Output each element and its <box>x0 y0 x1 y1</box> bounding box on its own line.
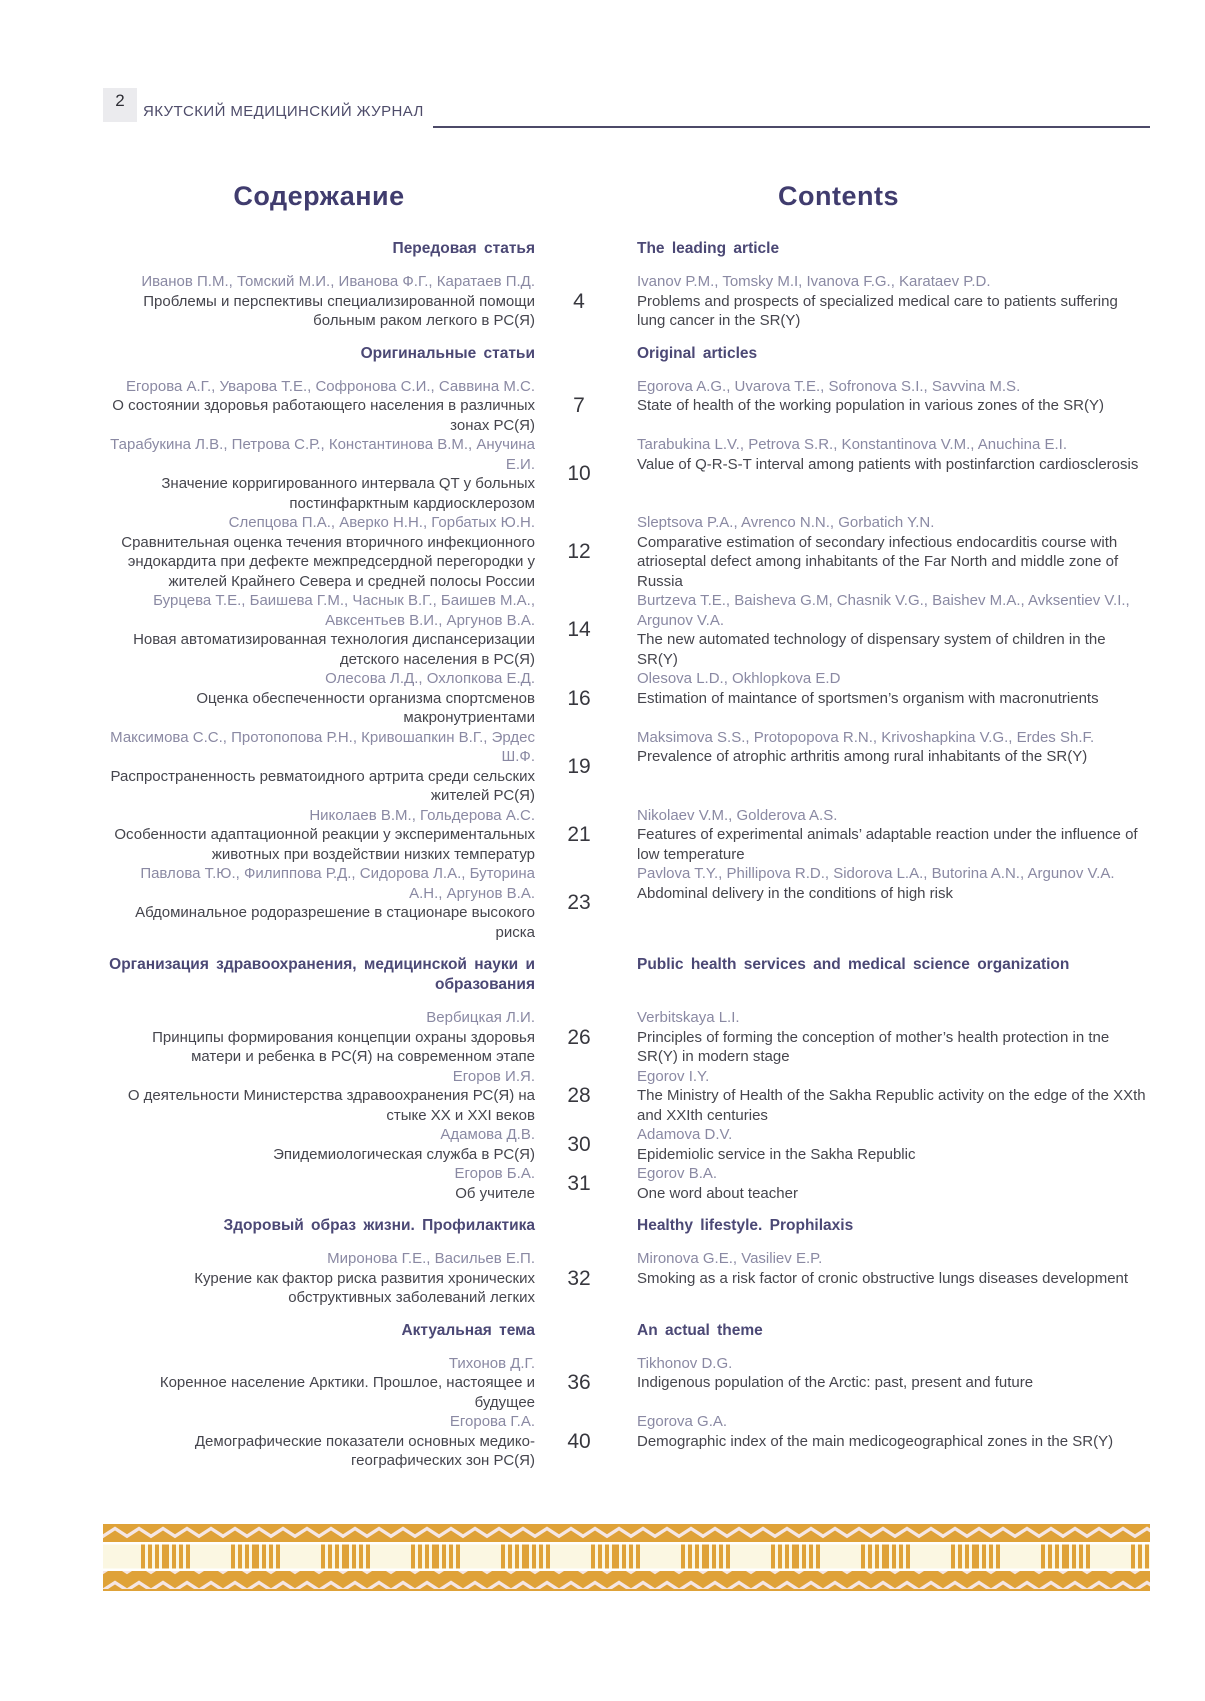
entry-title-en: Epidemiolic service in the Sakha Republic <box>637 1145 916 1163</box>
entry-title-en: Principles of forming the conception of mother’s health protection in tne SR(Y) in modern stage <box>637 1028 1110 1065</box>
entry-english <box>623 864 1150 942</box>
entry-page-number: 30 <box>567 1132 591 1156</box>
entry-authors-ru: Вербицкая Л.И. <box>426 1009 535 1026</box>
entry-title-ru: Абдоминальное родоразрешение в стационаре высокого риска <box>135 904 535 941</box>
entry-page-number: 7 <box>573 394 585 417</box>
entry-page-number: 31 <box>567 1171 591 1195</box>
entry-russian <box>103 728 535 806</box>
section-header-ru: Организация здравоохранения, медицинской науки и образования <box>109 956 535 993</box>
entry-authors-en: Nikolaev V.M., Golderova A.S. <box>637 806 838 824</box>
entry-english <box>623 1412 1150 1471</box>
section-header-row <box>103 1216 1150 1236</box>
section-header-en: An actual theme <box>637 1321 763 1339</box>
entry-page-number: 23 <box>567 891 591 915</box>
entry-page-number: 28 <box>567 1084 591 1107</box>
entry-title-ru: Эпидемиологическая служба в РС(Я) <box>273 1145 535 1163</box>
toc-entry-row <box>103 1164 1150 1203</box>
entry-english <box>623 1067 1150 1126</box>
entry-authors-ru: Тарабукина Л.В., Петрова С.Р., Константинова В.М., Анучина Е.И. <box>110 436 535 473</box>
entry-russian <box>103 1067 535 1126</box>
entry-authors-en: Verbitskaya L.I. <box>637 1009 740 1026</box>
entry-russian <box>103 377 535 436</box>
entry-english <box>623 728 1150 806</box>
toc-headings-row <box>103 181 1150 212</box>
entry-russian <box>103 513 535 591</box>
entry-authors-en: Tikhonov D.G. <box>637 1354 733 1372</box>
entry-title-en: Value of Q-R-S-T interval among patients with postinfarction cardiosclerosis <box>637 455 1139 473</box>
section-header-en: Public health services and medical science organization <box>637 956 1070 973</box>
toc-entry-row <box>103 377 1150 436</box>
toc-entry-row <box>103 1249 1150 1308</box>
entry-title-en: Smoking as a risk factor of cronic obstructive lungs diseases development <box>637 1269 1129 1287</box>
entry-authors-ru: Николаев В.М., Гольдерова А.С. <box>309 806 535 824</box>
entry-russian <box>103 1008 535 1067</box>
entry-title-ru: Принципы формирования концепции охраны здоровья матери и ребенка в РС(Я) на современном этапе <box>152 1028 535 1065</box>
entry-title-en: One word about teacher <box>637 1184 798 1202</box>
entry-russian <box>103 435 535 513</box>
header-rule <box>433 126 1150 128</box>
entry-title-en: Features of experimental animals’ adaptable reaction under the influence of low temperature <box>637 826 1138 863</box>
entry-english <box>623 272 1150 331</box>
entry-title-en: Comparative estimation of secondary infectious endocarditis course with atrioseptal defect among inhabitants of the Far North and middle zone of Russia <box>637 533 1119 590</box>
entry-english <box>623 806 1150 865</box>
entry-authors-ru: Миронова Г.Е., Васильев Е.П. <box>327 1250 535 1267</box>
entry-english <box>623 1249 1150 1308</box>
entry-russian <box>103 591 535 669</box>
toc-entry-row <box>103 669 1150 728</box>
ethnic-ornament-border <box>103 1524 1150 1591</box>
entry-page-number: 4 <box>573 289 585 313</box>
section-header-row <box>103 955 1150 995</box>
entry-title-ru: О состоянии здоровья работающего населения в различных зонах РС(Я) <box>112 397 535 434</box>
entry-authors-ru: Олесова Л.Д., Охлопкова Е.Д. <box>325 670 535 687</box>
entry-authors-ru: Иванов П.М., Томский М.И., Иванова Ф.Г., Каратаев П.Д. <box>141 273 535 290</box>
entry-title-ru: Особенности адаптационной реакции у экспериментальных животных при воздействии низких температур <box>114 826 535 863</box>
page-number-badge: 2 <box>103 88 137 122</box>
section-header-ru: Здоровый образ жизни. Профилактика <box>223 1217 535 1234</box>
entry-title-ru: Об учителе <box>455 1184 535 1202</box>
entry-authors-en: Ivanov P.M., Tomsky M.I, Ivanova F.G., Karataev P.D. <box>637 273 991 290</box>
entry-authors-en: Maksimova S.S., Protopopova R.N., Krivoshapkina V.G., Erdes Sh.F. <box>637 728 1095 746</box>
toc-entry-row <box>103 806 1150 865</box>
entry-title-en: Problems and prospects of specialized medical care to patients suffering lung cancer in the SR(Y) <box>637 292 1118 329</box>
entry-authors-ru: Тихонов Д.Г. <box>448 1354 535 1372</box>
entry-english <box>623 513 1150 591</box>
entry-russian <box>103 806 535 865</box>
entry-english <box>623 1125 1150 1164</box>
entry-authors-en: Sleptsova P.A., Avrenco N.N., Gorbatich Y.N. <box>637 514 935 531</box>
toc-entry-row <box>103 513 1150 591</box>
entry-title-en: Estimation of maintance of sportsmen’s organism with macronutrients <box>637 689 1099 707</box>
toc-entry-row <box>103 435 1150 513</box>
entry-authors-ru: Егоров Б.А. <box>454 1165 535 1182</box>
entry-english <box>623 1354 1150 1413</box>
entry-english <box>623 435 1150 513</box>
entry-page-number: 12 <box>567 540 591 564</box>
entry-english <box>623 1008 1150 1067</box>
section-header-ru: Оригинальные статьи <box>360 344 535 362</box>
entry-title-ru: Проблемы и перспективы специализированной помощи больным раком легкого в РС(Я) <box>143 292 535 329</box>
entry-authors-en: Pavlova T.Y., Phillipova R.D., Sidorova L.A., Butorina A.N., Argunov V.A. <box>637 865 1115 882</box>
toc-entry-row <box>103 728 1150 806</box>
entry-page-number: 14 <box>567 618 591 642</box>
toc-entry-row <box>103 1354 1150 1413</box>
entry-english <box>623 669 1150 728</box>
entry-page-number: 32 <box>567 1266 591 1290</box>
section-header-en: Healthy lifestyle. Prophilaxis <box>637 1217 854 1234</box>
entry-authors-ru: Егоров И.Я. <box>452 1067 535 1085</box>
entry-title-ru: Сравнительная оценка течения вторичного инфекционного эндокардита при дефекте межпредсердной перегородки у жителей Крайнего Севера и средней полосы России <box>121 533 535 590</box>
section-header-en: The leading article <box>637 240 780 257</box>
entry-english <box>623 1164 1150 1203</box>
entry-title-ru: Демографические показатели основных медико-географических зон РС(Я) <box>194 1432 535 1469</box>
entry-title-ru: Значение корригированного интервала QT у больных постинфарктным кардиосклерозом <box>161 475 535 512</box>
entry-page-number: 10 <box>567 462 591 486</box>
entry-page-number: 21 <box>567 823 591 846</box>
entry-authors-en: Tarabukina L.V., Petrova S.R., Konstantinova V.M., Anuchina E.I. <box>637 436 1067 453</box>
entry-page-number: 19 <box>567 754 591 778</box>
toc-entry-row <box>103 864 1150 942</box>
entry-title-en: Abdominal delivery in the conditions of high risk <box>637 884 954 902</box>
entry-authors-en: Adamova D.V. <box>637 1126 733 1143</box>
entry-authors-en: Burtzeva T.E., Baisheva G.M, Chasnik V.G., Baishev M.A., Avksentiev V.I., Argunov V.A. <box>637 592 1130 629</box>
page-header <box>103 88 1150 133</box>
section-header-row <box>103 239 1150 259</box>
entry-page-number: 26 <box>567 1025 591 1049</box>
entry-russian <box>103 1354 535 1413</box>
entry-title-en: The Ministry of Health of the Sakha Republic activity on the edge of the XXth and XXIth centuries <box>637 1087 1146 1124</box>
entry-title-en: State of health of the working population in various zones of the SR(Y) <box>637 397 1104 414</box>
section-header-row <box>103 1321 1150 1341</box>
section-header-row <box>103 344 1150 364</box>
toc-title-ru: Содержание <box>233 181 405 211</box>
section-header-ru: Актуальная тема <box>401 1321 535 1339</box>
entry-russian <box>103 669 535 728</box>
entry-authors-ru: Бурцева Т.Е., Баишева Г.М., Часнык В.Г., Баишев М.А., Авксентьев В.И., Аргунов В.А. <box>153 592 535 629</box>
toc-title-en: Contents <box>778 181 899 211</box>
toc-entry-row <box>103 1125 1150 1164</box>
toc-entry-row <box>103 272 1150 331</box>
entry-authors-en: Egorova G.A. <box>637 1413 728 1430</box>
entry-authors-ru: Максимова С.С., Протопопова Р.Н., Кривошапкин В.Г., Эрдес Ш.Ф. <box>110 728 535 765</box>
entry-page-number: 16 <box>567 686 591 710</box>
entry-authors-en: Egorov I.Y. <box>637 1067 710 1085</box>
entry-title-en: Demographic index of the main medicogeographical zones in the SR(Y) <box>637 1432 1114 1450</box>
entry-russian <box>103 1249 535 1308</box>
section-header-en: Original articles <box>637 344 758 362</box>
entry-page-number: 40 <box>567 1429 591 1453</box>
entry-title-ru: Оценка обеспеченности организма спортсменов макронутриентами <box>196 689 535 726</box>
entry-english <box>623 377 1150 436</box>
toc-body <box>103 239 1150 1471</box>
toc-entry-row <box>103 591 1150 669</box>
entry-russian <box>103 272 535 331</box>
entry-title-ru: Новая автоматизированная технология диспансеризации детского населения в РС(Я) <box>133 631 535 668</box>
entry-title-ru: Курение как фактор риска развития хронических обструктивных заболеваний легких <box>194 1269 535 1306</box>
entry-title-en: Prevalence of atrophic arthritis among rural inhabitants of the SR(Y) <box>637 748 1088 765</box>
entry-authors-en: Egorova A.G., Uvarova T.E., Sofronova S.I., Savvina M.S. <box>637 377 1021 395</box>
section-header-ru: Передовая статья <box>392 240 535 257</box>
entry-authors-en: Mironova G.E., Vasiliev E.P. <box>637 1250 823 1267</box>
entry-russian <box>103 864 535 942</box>
entry-title-ru: Коренное население Арктики. Прошлое, настоящее и будущее <box>159 1374 535 1411</box>
entry-russian <box>103 1125 535 1164</box>
entry-authors-ru: Павлова Т.Ю., Филиппова Р.Д., Сидорова Л.А., Буторина А.Н., Аргунов В.А. <box>140 865 535 902</box>
toc-entry-row <box>103 1412 1150 1471</box>
entry-title-en: The new automated technology of dispensary system of children in the SR(Y) <box>637 631 1106 668</box>
entry-authors-ru: Адамова Д.В. <box>440 1126 535 1143</box>
entry-russian <box>103 1164 535 1203</box>
entry-authors-ru: Егорова Г.А. <box>449 1413 535 1430</box>
entry-authors-ru: Слепцова П.А., Аверко Н.Н., Горбатых Ю.Н. <box>228 514 535 531</box>
ornament-graphic <box>103 1524 1150 1591</box>
entry-english <box>623 591 1150 669</box>
toc-entry-row <box>103 1067 1150 1126</box>
entry-title-en: Indigenous population of the Arctic: past, present and future <box>637 1374 1034 1391</box>
journal-title: ЯКУТСКИЙ МЕДИЦИНСКИЙ ЖУРНАЛ <box>143 103 424 120</box>
entry-page-number: 36 <box>567 1371 591 1394</box>
entry-title-ru: Распространенность ревматоидного артрита среди сельских жителей РС(Я) <box>110 767 535 804</box>
entry-russian <box>103 1412 535 1471</box>
toc-entry-row <box>103 1008 1150 1067</box>
entry-authors-ru: Егорова А.Г., Уварова Т.Е., Софронова С.И., Саввина М.С. <box>126 377 535 395</box>
table-of-contents <box>103 181 1150 1471</box>
entry-authors-en: Olesova L.D., Okhlopkova E.D <box>637 670 841 687</box>
entry-title-ru: О деятельности Министерства здравоохранения РС(Я) на стыке XX и XXI веков <box>127 1087 535 1124</box>
entry-authors-en: Egorov B.A. <box>637 1165 718 1182</box>
